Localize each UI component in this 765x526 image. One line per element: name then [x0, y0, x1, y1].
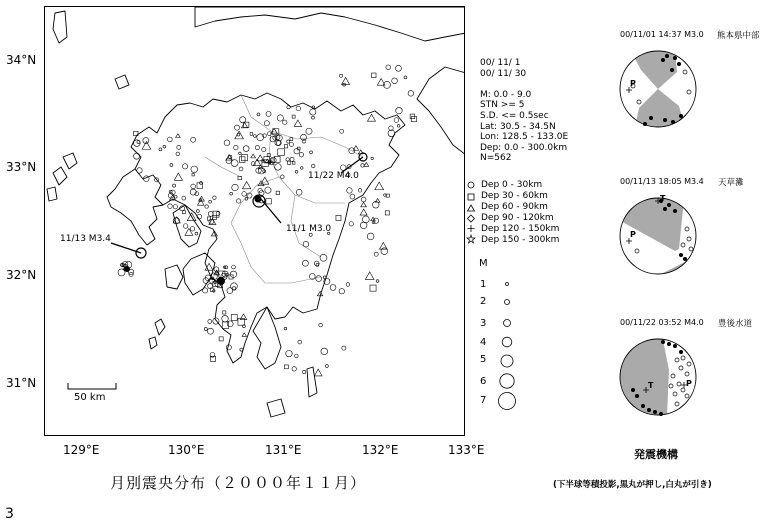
epicenter-marker: [240, 348, 243, 351]
depth-circle-icon: [468, 182, 474, 188]
epicenter-marker: [176, 134, 181, 138]
magnitude-circle-7: [499, 393, 516, 410]
epicenter-marker: [242, 333, 246, 336]
lon-label-130: 130°E: [168, 443, 205, 457]
epicenter-marker: [296, 189, 302, 195]
honshu-coastline: [195, 7, 465, 41]
epicenter-marker: [294, 120, 301, 126]
magnitude-label: 3: [480, 318, 487, 329]
magnitude-legend-title: M: [479, 258, 488, 269]
magnitude-legend-circles: [494, 275, 524, 415]
epicenter-marker: [176, 152, 180, 156]
epicenter-marker: [364, 162, 369, 166]
epicenter-marker: [209, 200, 212, 203]
epicenter-marker: [137, 168, 142, 173]
epicenter-marker: [198, 200, 205, 206]
epicenter-marker: [302, 260, 308, 266]
epicenter-marker: [191, 166, 198, 173]
epicenter-marker: [286, 350, 292, 356]
epicenter-marker: [239, 152, 242, 155]
epicenter-marker: [342, 346, 346, 350]
epicenter-marker: [386, 65, 391, 70]
epicenter-marker: [245, 198, 247, 200]
annotation-111: 11/1 M3.0: [286, 224, 332, 234]
epicenter-marker: [170, 164, 173, 167]
epicenter-marker: [242, 192, 247, 197]
epicenter-marker: [216, 212, 220, 216]
epicenter-marker: [303, 241, 309, 247]
depth-diamond-icon: [468, 215, 475, 222]
epicenter-marker: [286, 158, 289, 161]
epicenter-marker: [358, 189, 362, 193]
koshiki-islands: [149, 319, 165, 349]
epicenter-marker: [385, 211, 389, 215]
magnitude-label: 1: [480, 279, 487, 290]
epicenter-marker: [222, 315, 229, 322]
page-number: 3: [5, 506, 14, 522]
amakusa-island-2: [165, 265, 183, 289]
epicenter-marker: [262, 147, 266, 151]
epicenter-marker: [234, 125, 239, 130]
lat-label-33: 33°N: [6, 160, 37, 174]
epicenter-marker: [255, 146, 259, 150]
epicenter-marker: [236, 199, 240, 203]
epicenter-marker: [394, 118, 399, 123]
query-info: [480, 58, 568, 164]
epicenter-marker: [283, 120, 287, 124]
epicenter-marker: [367, 233, 374, 240]
epicenter-marker: [288, 161, 291, 164]
epicenter-marker: [306, 128, 312, 134]
lon-label-129: 129°E: [63, 443, 100, 457]
epicenter-marker: [299, 153, 303, 157]
epicenter-marker: [251, 154, 256, 158]
depth-legend-label: Dep 120 - 150km: [481, 224, 560, 234]
pointer-line-1113: [111, 243, 141, 253]
info-line: Lat: 30.5 - 34.5N: [480, 121, 556, 132]
epicenter-marker: [408, 91, 414, 97]
magnitude-circle-2: [505, 300, 510, 305]
epicenter-marker: [257, 113, 260, 116]
epicenter-marker: [311, 116, 314, 119]
epicenter-marker: [191, 137, 196, 142]
epicenter-marker: [174, 173, 182, 180]
epicenter-marker: [287, 106, 290, 109]
kyushu-coastline: [131, 93, 405, 363]
epicenter-marker: [361, 164, 364, 167]
epicenter-marker: [192, 174, 194, 176]
magnitude-circle-6: [500, 374, 514, 388]
epicenter-marker: [295, 354, 299, 358]
info-line: STN >= 5: [480, 100, 525, 111]
epicenter-marker: [185, 228, 193, 235]
epicenter-marker: [292, 162, 295, 165]
epicenter-marker: [213, 196, 217, 200]
epicenter-marker: [278, 149, 285, 156]
epicenter-marker: [266, 111, 271, 116]
epicenter-marker: [350, 194, 355, 199]
epicenter-marker: [274, 156, 280, 162]
epicenter-marker: [230, 192, 233, 195]
epicenter-marker: [303, 370, 306, 373]
lat-label-34: 34°N: [6, 53, 37, 67]
epicenter-marker: [367, 114, 375, 121]
epicenter-marker: [294, 148, 300, 154]
yakushima: [267, 399, 285, 417]
mechanism-caption-3: 00/11/22 03:52 M4.0: [620, 318, 704, 327]
epicenter-marker: [384, 194, 387, 197]
epicenter-marker: [371, 157, 374, 160]
epicenter-marker: [190, 227, 194, 231]
epicenter-marker: [173, 184, 176, 187]
map-svg: [45, 7, 465, 436]
epicenter-marker: [330, 285, 336, 291]
epicenter-marker: [311, 164, 315, 168]
epicenter-marker: [207, 328, 213, 334]
epicenter-marker: [346, 283, 350, 287]
lon-label-132: 132°E: [362, 443, 399, 457]
epicenter-marker: [265, 187, 271, 193]
epicenter-marker: [266, 199, 271, 204]
depth-square-icon: [468, 194, 474, 200]
epicenter-marker: [340, 129, 344, 133]
p-axis-label: P: [686, 379, 692, 388]
epicenter-marker: [320, 254, 327, 261]
compression-quadrant: [617, 330, 675, 424]
lat-label-31: 31°N: [6, 376, 37, 390]
epicenter-marker: [232, 265, 236, 269]
t-axis-label: T: [660, 194, 666, 203]
epicenter-cluster: [124, 266, 130, 272]
info-line: S.D. <= 0.5sec: [480, 110, 549, 121]
epicenter-marker: [205, 205, 208, 208]
epicenter-marker: [177, 145, 181, 149]
iki-island: [115, 75, 129, 89]
epicenter-marker: [168, 137, 173, 142]
epicenter-marker: [173, 205, 177, 209]
epicenter-marker: [230, 271, 236, 277]
epicenter-marker: [310, 109, 316, 115]
epicenter-marker: [226, 345, 231, 350]
magnitude-label: 6: [480, 376, 487, 387]
epicenter-marker: [182, 164, 187, 169]
epicenter-marker: [241, 122, 247, 127]
epicenter-marker: [227, 321, 233, 327]
epicenter-marker: [360, 209, 367, 215]
beachball-2: [617, 189, 699, 283]
depth-legend-label: Dep 90 - 120km: [481, 213, 554, 223]
epicenter-marker: [239, 167, 243, 171]
epicenter-marker: [284, 327, 287, 330]
epicenter-marker: [183, 224, 188, 229]
mechanism-title: 発震機構: [634, 448, 678, 461]
epicenter-marker: [353, 146, 359, 151]
epicenter-marker: [227, 288, 233, 294]
magnitude-label: 5: [480, 354, 487, 365]
epicenter-marker: [404, 76, 407, 79]
epicenter-marker: [375, 182, 384, 190]
epicenter-marker: [232, 184, 239, 191]
epicenter-marker: [231, 160, 238, 167]
epicenter-marker: [242, 181, 250, 188]
epicenter-marker: [281, 175, 285, 179]
shimabara-peninsula: [173, 205, 201, 247]
epicenter-marker: [310, 151, 313, 154]
magnitude-circle-3: [504, 320, 511, 327]
epicenter-marker: [292, 115, 295, 118]
scale-bar: [68, 383, 116, 389]
epicenter-marker: [339, 74, 342, 77]
epicenter-marker: [289, 142, 293, 146]
epicenter-marker: [231, 314, 237, 320]
epicenter-marker: [295, 170, 298, 173]
mechanism-region-1: 熊本県中部: [717, 31, 760, 41]
epicenter-marker: [234, 145, 238, 149]
epicenter-marker: [342, 77, 350, 84]
epicenter-marker: [134, 153, 140, 159]
epicenter-marker: [237, 133, 240, 136]
depth-triangle-icon: [468, 205, 475, 211]
epicenter-marker: [241, 155, 247, 161]
epicenter-marker: [411, 117, 416, 122]
goto-islands: [47, 153, 77, 201]
mechanism-note: (下半球等積投影,黒丸が押し,白丸が引き): [553, 480, 712, 490]
epicenter-marker: [168, 204, 173, 209]
magnitude-label: 7: [480, 395, 487, 406]
lon-label-133: 133°E: [448, 443, 485, 457]
epicenter-marker: [182, 211, 185, 214]
compression-quadrant: [633, 89, 687, 136]
epicenter-marker: [163, 145, 166, 148]
epicenter-marker: [276, 191, 279, 194]
epicenter-marker: [321, 348, 328, 355]
epicenter-marker: [257, 134, 264, 141]
epicenter-marker: [243, 146, 249, 152]
epicenter-marker: [339, 289, 344, 294]
epicenter-marker: [174, 195, 177, 198]
epicenter-cluster: [217, 277, 225, 285]
epicenter-marker: [202, 288, 207, 293]
epicenter-marker: [239, 157, 245, 163]
epicenter-marker: [314, 369, 322, 376]
mechanism-caption-2: 00/11/13 18:05 M3.4: [620, 177, 704, 186]
annotation-1113: 11/13 M3.4: [60, 234, 111, 244]
mechanism-region-3: 豊後水道: [718, 319, 753, 329]
epicenter-marker: [392, 78, 398, 84]
epicenter-marker: [336, 215, 341, 220]
epicenter-marker: [362, 216, 369, 223]
epicenter-marker: [284, 145, 287, 148]
info-line: 00/ 11/ 1: [480, 58, 521, 68]
epicenter-marker: [365, 272, 374, 280]
epicenter-marker: [347, 188, 353, 194]
depth-legend-label: Dep 30 - 60km: [481, 191, 548, 201]
epicenter-marker: [182, 196, 186, 200]
epicenter-marker: [250, 133, 253, 136]
epicenter-marker: [264, 121, 269, 126]
epicenter-marker: [277, 115, 283, 121]
lat-label-32: 32°N: [6, 268, 37, 282]
epicenter-marker: [204, 327, 207, 330]
osumi-peninsula: [253, 307, 281, 369]
epicenter-marker: [370, 285, 376, 291]
epicenter-marker: [300, 167, 303, 170]
epicenter-marker: [296, 106, 301, 111]
epicenter-marker: [292, 367, 296, 371]
epicenter-marker: [319, 323, 323, 327]
magnitude-circle-4: [502, 337, 512, 347]
epicenter-marker: [235, 131, 244, 139]
depth-legend-label: Dep 0 - 30km: [481, 180, 543, 190]
epicenter-marker: [396, 107, 402, 113]
epicenter-marker: [222, 271, 228, 277]
epicenter-marker: [381, 248, 388, 255]
beachball-1: [617, 42, 699, 136]
epicenter-marker: [229, 275, 233, 279]
epicenter-marker: [371, 73, 376, 78]
info-line: 00/ 11/ 30: [480, 68, 527, 79]
magnitude-circle-5: [501, 355, 513, 367]
p-axis-label: P: [630, 79, 636, 88]
info-line: N=562: [480, 153, 512, 164]
epicenter-marker: [361, 202, 367, 207]
epicenter-marker: [284, 365, 288, 369]
compression-quadrant: [647, 261, 699, 283]
epicenter-marker: [376, 280, 379, 283]
epicenter-marker: [213, 318, 219, 324]
epicenter-marker: [159, 148, 162, 151]
info-line: M: 0.0 - 9.0: [480, 89, 532, 100]
epicenter-marker: [395, 65, 401, 71]
info-line: Dep: 0.0 - 300.0km: [480, 142, 568, 153]
scale-label: 50 km: [74, 392, 106, 403]
annotation-1122: 11/22 M4.0: [308, 171, 359, 181]
epicenter-marker: [386, 194, 389, 197]
lon-label-131: 131°E: [265, 443, 302, 457]
page-title: 月別震央分布（２０００年１１月）: [110, 474, 367, 492]
epicenter-marker: [349, 222, 353, 226]
epicenter-marker: [316, 276, 322, 282]
tsushima-island: [53, 11, 67, 43]
epicenter-marker: [361, 197, 366, 202]
epicenter-marker: [275, 164, 282, 171]
depth-legend-label: Dep 150 - 300km: [481, 235, 560, 245]
epicenter-marker: [290, 138, 293, 141]
depth-plus-icon: [468, 225, 475, 232]
epicenter-map: [44, 6, 465, 436]
epicenter-marker: [298, 340, 302, 344]
epicenter-marker: [191, 184, 196, 189]
magnitude-circle-1: [506, 283, 509, 286]
depth-star-icon: [467, 235, 475, 243]
shikoku-coastline: [417, 67, 465, 155]
epicenter-marker: [388, 130, 395, 137]
epicenter-marker: [290, 157, 294, 161]
depth-legend-symbols: [465, 180, 477, 260]
t-axis-label: T: [648, 381, 654, 390]
epicenter-marker: [325, 365, 328, 368]
epicenter-marker: [223, 311, 226, 314]
tanegashima: [307, 367, 317, 397]
epicenter-marker: [208, 320, 212, 324]
mechanism-caption-1: 00/11/01 14:37 M3.0: [620, 30, 704, 39]
info-line: Lon: 128.5 - 133.0E: [480, 132, 569, 143]
depth-legend-label: Dep 60 - 90km: [481, 202, 548, 212]
magnitude-label: 2: [480, 296, 487, 307]
magnitude-label: 4: [480, 337, 487, 348]
epicenter-marker: [195, 232, 198, 235]
epicenter-marker: [374, 252, 378, 256]
prefecture-boundary: [205, 95, 363, 283]
epicenter-marker: [253, 135, 256, 138]
epicenter-marker: [196, 210, 199, 213]
mechanism-region-2: 天草灘: [718, 178, 744, 188]
p-axis-label: P: [630, 230, 636, 239]
epicenter-marker: [224, 140, 230, 146]
epicenter-marker: [219, 337, 223, 341]
epicenter-marker: [287, 140, 290, 143]
beachball-3: [617, 330, 699, 424]
epicenter-marker: [397, 125, 400, 128]
